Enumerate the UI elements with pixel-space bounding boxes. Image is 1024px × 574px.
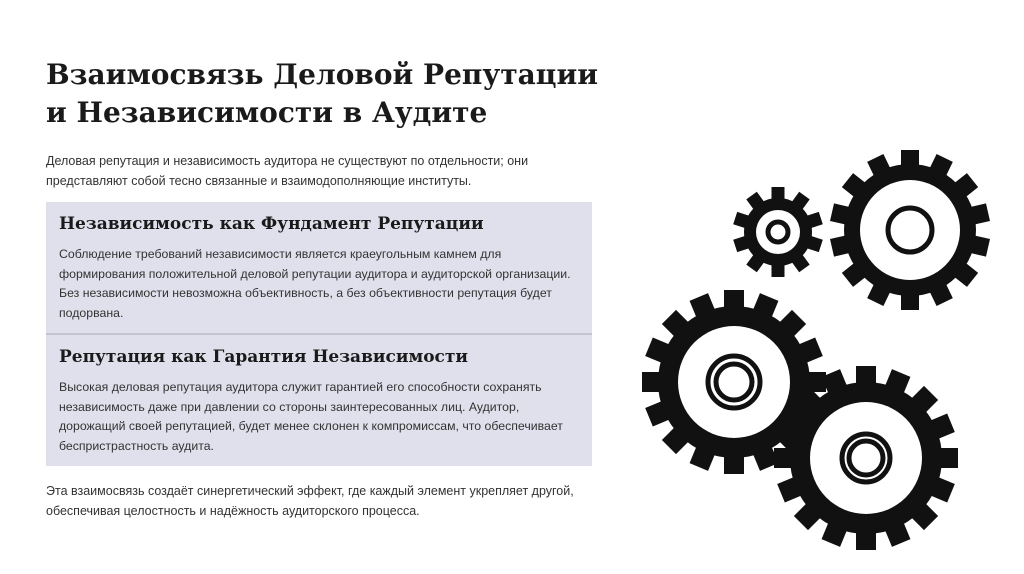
gear: [830, 150, 990, 310]
card-reputation-guarantee: [46, 337, 592, 466]
card-text: Высокая деловая репутация аудитора служит гарантией его способности сохранять независимость даже при давлении со стороны заинтересованных лиц. Аудитор, дорожащий своей репутацией, будет менее склонен к компромиссам, что обеспечивает беспристрастность аудита.: [59, 380, 563, 453]
card-title: Репутация как Гарантия Независимости: [59, 347, 469, 367]
info-panel: [46, 202, 592, 466]
gears-icon: [620, 130, 1020, 574]
outro-paragraph: Эта взаимосвязь создаёт синергетический эффект, где каждый элемент укрепляет другой, обеспечивая целостность и надёжность аудиторского процесса.: [46, 484, 574, 518]
slide-title: Взаимосвязь Деловой Репутации и Независимости в Аудите: [46, 58, 599, 129]
card-independence-foundation: [46, 202, 592, 335]
card-title: Независимость как Фундамент Репутации: [59, 214, 484, 234]
intro-paragraph: Деловая репутация и независимость аудитора не существуют по отдельности; они представляют собой тесно связанные и взаимодополняющие институты.: [46, 154, 529, 188]
card-text: Соблюдение требований независимости является краеугольным камнем для формирования положительной деловой репутации аудитора и аудиторской организации. Без независимости невозможна объективность, а без объективности репутация будет подорвана.: [59, 247, 571, 320]
gear: [774, 366, 958, 550]
gear: [733, 187, 823, 277]
